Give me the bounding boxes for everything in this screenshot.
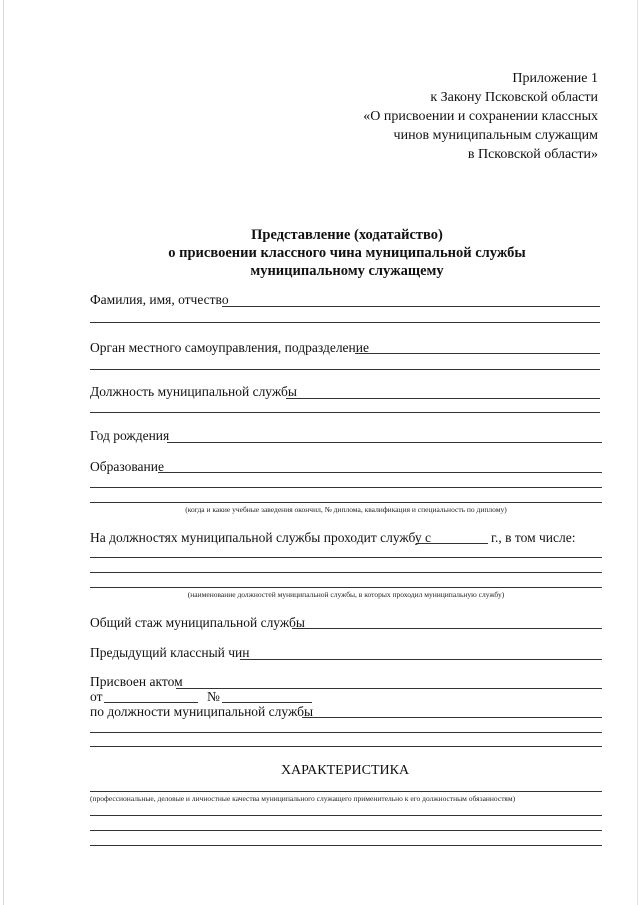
service-from-date-field[interactable] <box>416 543 488 544</box>
previous-rank-label: Предыдущий классный чин <box>90 645 250 660</box>
education-note: (когда и какие учебные заведения окончил, № диплома, квалификация и специальность по диплому) <box>185 505 507 514</box>
characteristic-field-line-3[interactable] <box>90 830 602 831</box>
appendix-line-3: «О присвоении и сохранении классных <box>363 109 598 124</box>
education-field[interactable] <box>158 472 602 473</box>
previous-rank-field[interactable] <box>240 659 602 660</box>
position-label: Должность муниципальной службы <box>90 384 297 399</box>
by-position-label: по должности муниципальной службы <box>90 704 314 719</box>
act-date-field[interactable] <box>104 702 198 703</box>
document-title <box>0 226 640 280</box>
appendix-line-5: в Псковской области» <box>467 147 598 162</box>
birth-year-label: Год рождения <box>90 428 170 443</box>
characteristic-field-line-4[interactable] <box>90 845 602 846</box>
assigned-by-act-field[interactable] <box>176 688 602 689</box>
by-position-field-line-3[interactable] <box>90 746 602 747</box>
service-from-suffix: г., в том числе: <box>491 530 576 545</box>
service-from-label: На должностях муниципальной службы проходит службу с <box>90 530 432 545</box>
birth-year-field[interactable] <box>167 442 602 443</box>
characteristic-title: ХАРАКТЕРИСТИКА <box>280 763 410 778</box>
total-experience-label: Общий стаж муниципальной службы <box>90 615 305 630</box>
organ-label: Орган местного самоуправления, подразделение <box>90 340 369 355</box>
title-line-1: Представление (ходатайство) <box>251 227 443 243</box>
act-number-field[interactable] <box>222 702 312 703</box>
education-field-line-2[interactable] <box>90 487 602 488</box>
service-field-line-2[interactable] <box>90 572 602 573</box>
total-experience-field[interactable] <box>292 628 602 629</box>
from-label: от <box>90 689 103 704</box>
service-field-line-1[interactable] <box>90 557 602 558</box>
full-name-field-line-2[interactable] <box>90 322 600 323</box>
appendix-header <box>363 69 598 164</box>
education-label: Образование <box>90 459 164 474</box>
assigned-by-act-label: Присвоен актом <box>90 674 183 689</box>
appendix-line-2: к Закону Псковской области <box>430 90 598 105</box>
service-note: (наименование должностей муниципальной службы, в которых проходил муниципальную службу) <box>187 590 505 599</box>
by-position-field[interactable] <box>302 717 602 718</box>
position-field-line-2[interactable] <box>90 412 600 413</box>
full-name-field[interactable] <box>222 306 600 307</box>
by-position-field-line-2[interactable] <box>90 732 602 733</box>
service-field-line-3[interactable] <box>90 587 602 588</box>
appendix-line-4: чинов муниципальным служащим <box>393 128 598 143</box>
number-sign-label: № <box>207 689 220 704</box>
position-field[interactable] <box>286 398 600 399</box>
characteristic-note: (профессиональные, деловые и личностные качества муниципального служащего применительно к его должностным обязанностям) <box>90 794 516 803</box>
characteristic-field-line-2[interactable] <box>90 815 602 816</box>
education-field-line-3[interactable] <box>90 502 602 503</box>
organ-field-line-2[interactable] <box>90 369 600 370</box>
characteristic-field-line-1[interactable] <box>90 791 602 792</box>
full-name-label: Фамилия, имя, отчество <box>90 292 229 307</box>
appendix-line-1: Приложение 1 <box>512 71 598 86</box>
organ-field[interactable] <box>355 353 600 354</box>
title-line-3: муниципальному служащему <box>250 263 444 279</box>
title-line-2: о присвоении классного чина муниципальной службы <box>168 245 526 261</box>
